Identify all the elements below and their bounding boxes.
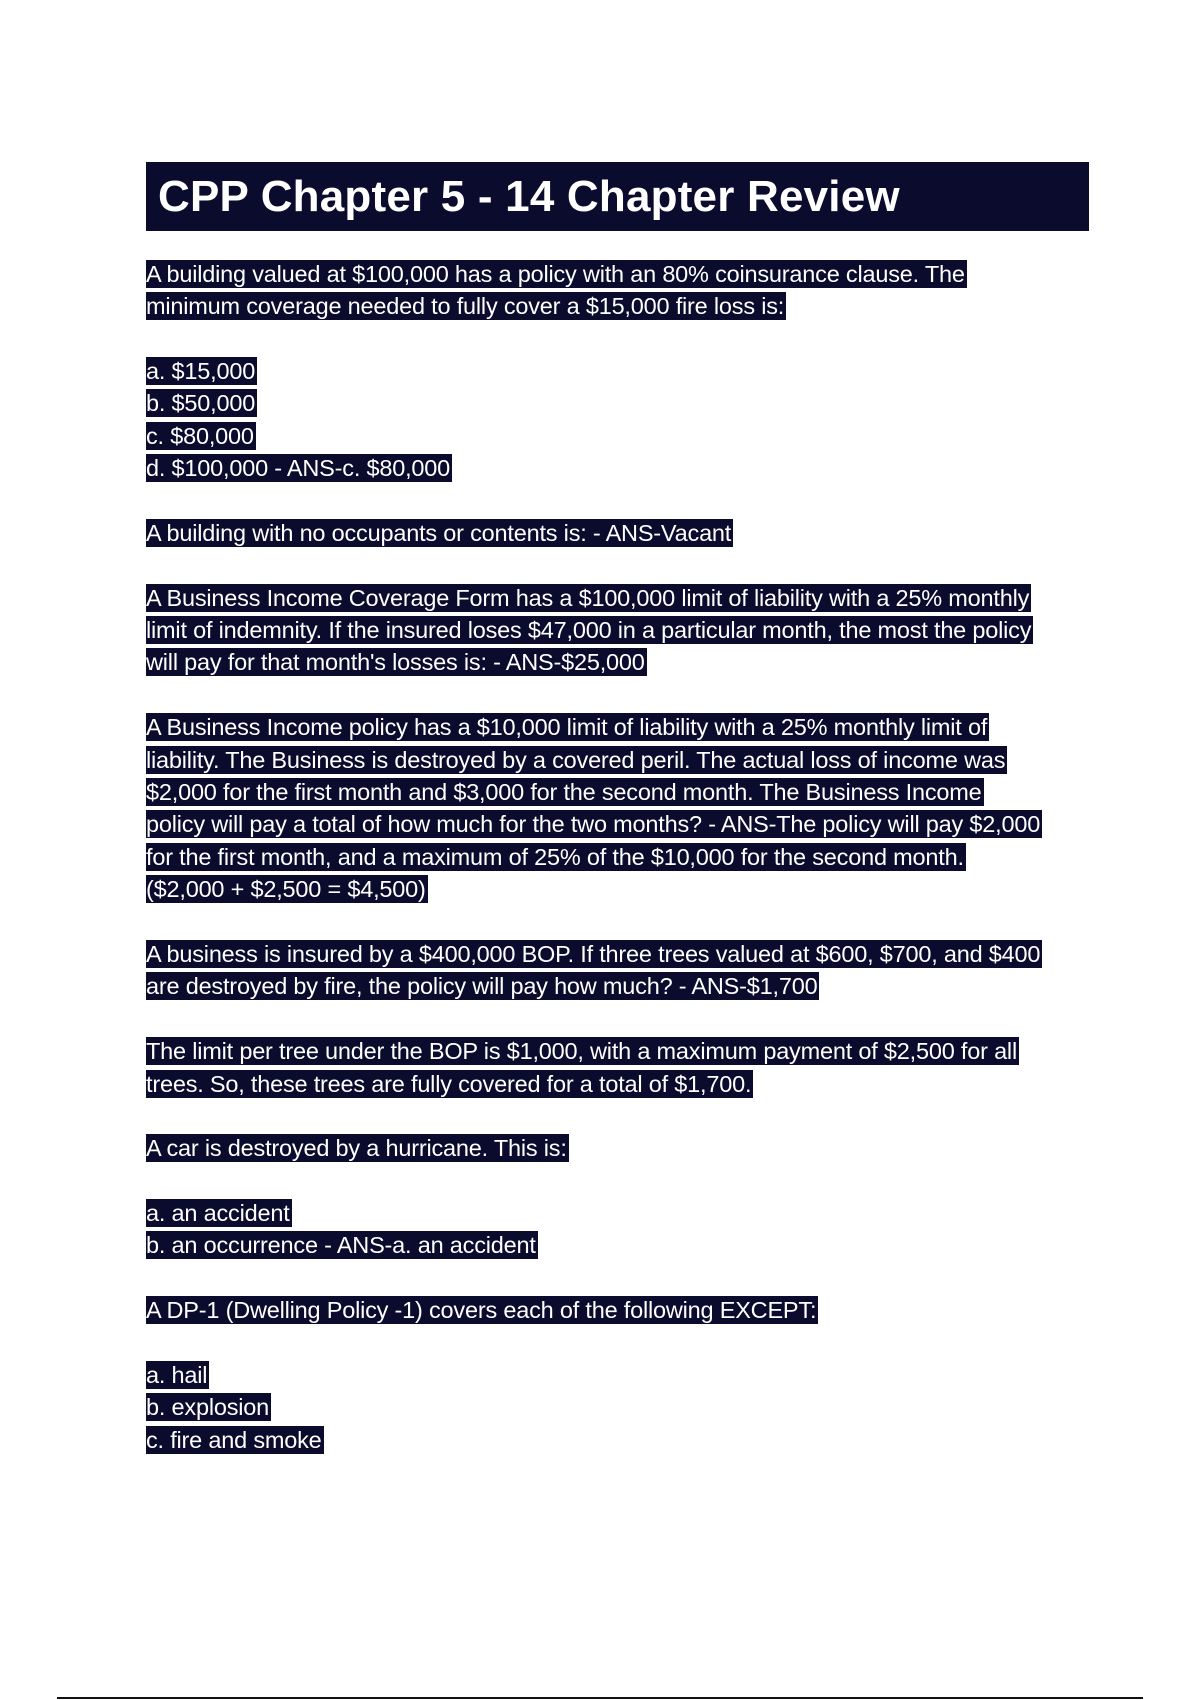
- text-line: [146, 1133, 1096, 1165]
- text-line: [146, 1035, 1096, 1067]
- paragraph-spacer: [146, 679, 1096, 711]
- page-title: CPP Chapter 5 - 14 Chapter Review: [158, 171, 900, 221]
- highlighted-text: a. $15,000: [146, 357, 256, 384]
- text-line: [146, 971, 1096, 1003]
- highlighted-text: liability. The Business is destroyed by a covered peril. The actual loss of income was: [146, 746, 1006, 773]
- highlighted-text: limit of indemnity. If the insured loses $47,000 in a particular month, the most the policy: [146, 617, 1032, 644]
- text-line: [146, 711, 1096, 743]
- text-line: [146, 388, 1096, 420]
- highlighted-text: $2,000 for the first month and $3,000 for the second month. The Business Income: [146, 779, 982, 806]
- highlighted-text: d. $100,000 - ANS-c. $80,000: [146, 455, 451, 482]
- paragraph-spacer: [146, 1327, 1096, 1359]
- paragraph-spacer: [146, 1003, 1096, 1035]
- highlighted-text: A car is destroyed by a hurricane. This is:: [146, 1135, 567, 1162]
- highlighted-text: b. explosion: [146, 1394, 270, 1421]
- paragraph-spacer: [146, 550, 1096, 582]
- paragraph-spacer: [146, 485, 1096, 517]
- paragraph-spacer: [146, 323, 1096, 355]
- text-line: [146, 1295, 1096, 1327]
- text-line: [146, 1230, 1096, 1262]
- paragraph-spacer: [146, 906, 1096, 938]
- highlighted-text: c. $80,000: [146, 422, 254, 449]
- text-line: [146, 452, 1096, 484]
- highlighted-text: for the first month, and a maximum of 25% of the $10,000 for the second month.: [146, 843, 964, 870]
- highlighted-text: A DP-1 (Dwelling Policy -1) covers each of the following EXCEPT:: [146, 1297, 817, 1324]
- highlighted-text: are destroyed by fire, the policy will pay how much? - ANS-$1,700: [146, 973, 818, 1000]
- highlighted-text: ($2,000 + $2,500 = $4,500): [146, 876, 426, 903]
- text-line: [146, 809, 1096, 841]
- text-line: [146, 1392, 1096, 1424]
- text-line: [146, 873, 1096, 905]
- text-line: [146, 1068, 1096, 1100]
- text-line: [146, 647, 1096, 679]
- highlighted-text: b. an occurrence - ANS-a. an accident: [146, 1232, 536, 1259]
- text-line: [146, 355, 1096, 387]
- highlighted-text: A building with no occupants or contents is: - ANS-Vacant: [146, 519, 732, 546]
- highlighted-text: a. hail: [146, 1362, 208, 1389]
- footer-divider: [57, 1697, 1143, 1699]
- text-line: [146, 1359, 1096, 1391]
- highlighted-text: b. $50,000: [146, 390, 256, 417]
- highlighted-text: minimum coverage needed to fully cover a $15,000 fire loss is:: [146, 293, 785, 320]
- document-body: [146, 258, 1096, 1456]
- title-banner: [146, 162, 1089, 231]
- paragraph-spacer: [146, 1262, 1096, 1294]
- text-line: [146, 776, 1096, 808]
- highlighted-text: A Business Income policy has a $10,000 limit of liability with a 25% monthly limit of: [146, 714, 988, 741]
- paragraph-spacer: [146, 1165, 1096, 1197]
- highlighted-text: c. fire and smoke: [146, 1426, 322, 1453]
- highlighted-text: a. an accident: [146, 1200, 290, 1227]
- text-line: [146, 258, 1096, 290]
- highlighted-text: will pay for that month's losses is: - ANS-$25,000: [146, 649, 645, 676]
- text-line: [146, 420, 1096, 452]
- text-line: [146, 744, 1096, 776]
- highlighted-text: A Business Income Coverage Form has a $100,000 limit of liability with a 25% monthly: [146, 584, 1030, 611]
- highlighted-text: trees. So, these trees are fully covered for a total of $1,700.: [146, 1070, 752, 1097]
- text-line: [146, 938, 1096, 970]
- text-line: [146, 582, 1096, 614]
- text-line: [146, 1424, 1096, 1456]
- text-line: [146, 517, 1096, 549]
- text-line: [146, 1197, 1096, 1229]
- text-line: [146, 290, 1096, 322]
- highlighted-text: policy will pay a total of how much for the two months? - ANS-The policy will pay $2,000: [146, 811, 1041, 838]
- highlighted-text: A building valued at $100,000 has a policy with an 80% coinsurance clause. The: [146, 260, 965, 287]
- text-line: [146, 614, 1096, 646]
- highlighted-text: A business is insured by a $400,000 BOP. If three trees valued at $600, $700, and $400: [146, 940, 1041, 967]
- highlighted-text: The limit per tree under the BOP is $1,000, with a maximum payment of $2,500 for all: [146, 1038, 1017, 1065]
- paragraph-spacer: [146, 1100, 1096, 1132]
- text-line: [146, 841, 1096, 873]
